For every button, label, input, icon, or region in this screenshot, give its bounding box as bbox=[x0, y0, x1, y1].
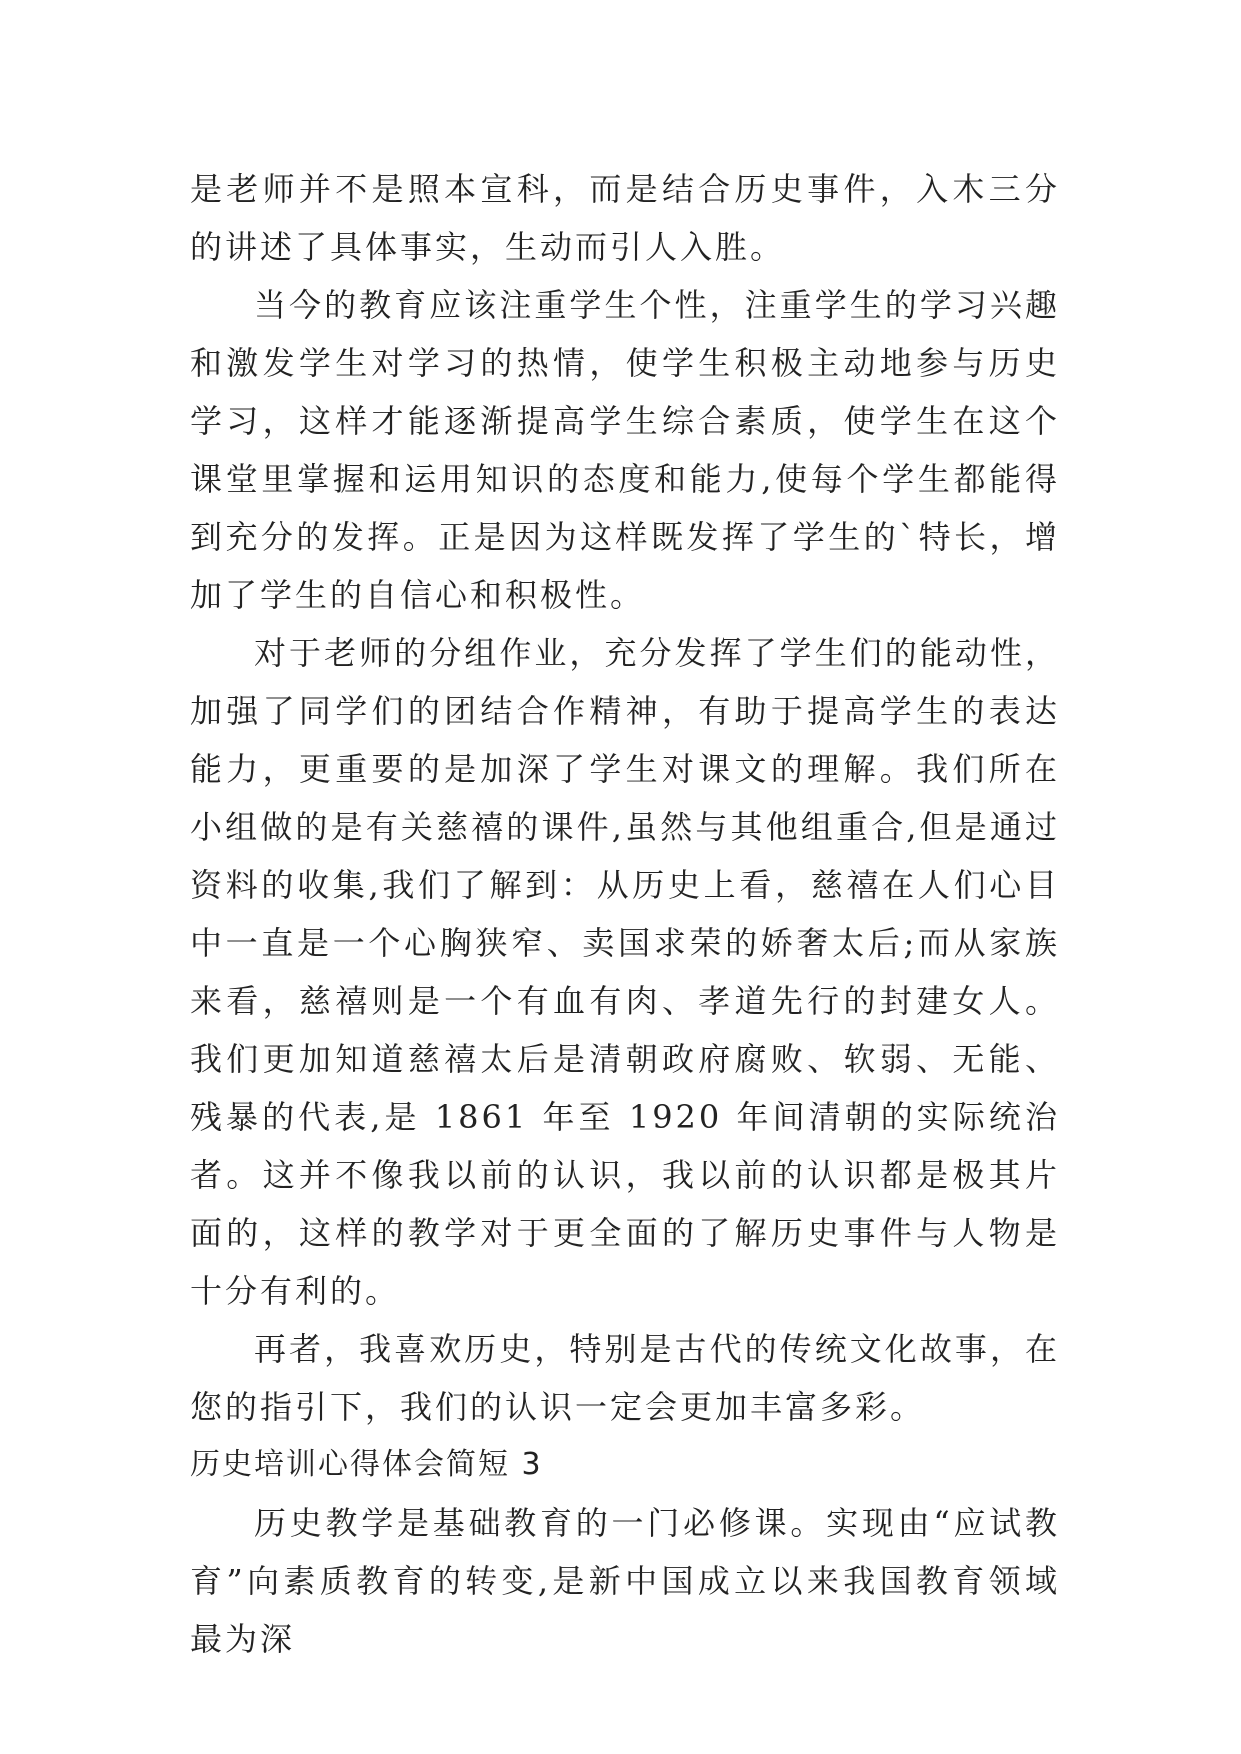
paragraph-group-work: 对于老师的分组作业，充分发挥了学生们的能动性，加强了同学们的团结合作精神，有助于提高学生的表达能力，更重要的是加深了学生对课文的理解。我们所在小组做的是有关慈禧的课件,虽然与其他组重合,但是通过资料的收集,我们了解到：从历史上看，慈禧在人们心目中一直是一个心胸狭窄、卖国求荣的娇奢太后;而从家族来看，慈禧则是一个有血有肉、孝道先行的封建女人。我们更加知道慈禧太后是清朝政府腐败、软弱、无能、残暴的代表,是 1861 年至 1920 年间清朝的实际统治者。这并不像我以前的认识，我以前的认识都是极其片面的，这样的教学对于更全面的了解历史事件与人物是十分有利的。 bbox=[190, 634, 1060, 1310]
document-body bbox=[190, 160, 1060, 1668]
paragraph-education-individuality: 当今的教育应该注重学生个性，注重学生的学习兴趣和激发学生对学习的热情，使学生积极主动地参与历史学习，这样才能逐渐提高学生综合素质，使学生在这个课堂里掌握和运用知识的态度和能力,使每个学生都能得到充分的发挥。正是因为这样既发挥了学生的`特长，增加了学生的自信心和积极性。 bbox=[190, 286, 1060, 614]
paragraph-love-history: 再者，我喜欢历史，特别是古代的传统文化故事，在您的指引下，我们的认识一定会更加丰富多彩。 bbox=[190, 1330, 1060, 1426]
paragraph-continuation: 是老师并不是照本宣科，而是结合历史事件，入木三分的讲述了具体事实，生动而引人入胜。 bbox=[190, 170, 1060, 266]
section-heading: 历史培训心得体会简短 3 bbox=[190, 1447, 543, 1482]
paragraph-history-teaching: 历史教学是基础教育的一门必修课。实现由“应试教育”向素质教育的转变,是新中国成立以来我国教育领域最为深 bbox=[190, 1504, 1060, 1658]
